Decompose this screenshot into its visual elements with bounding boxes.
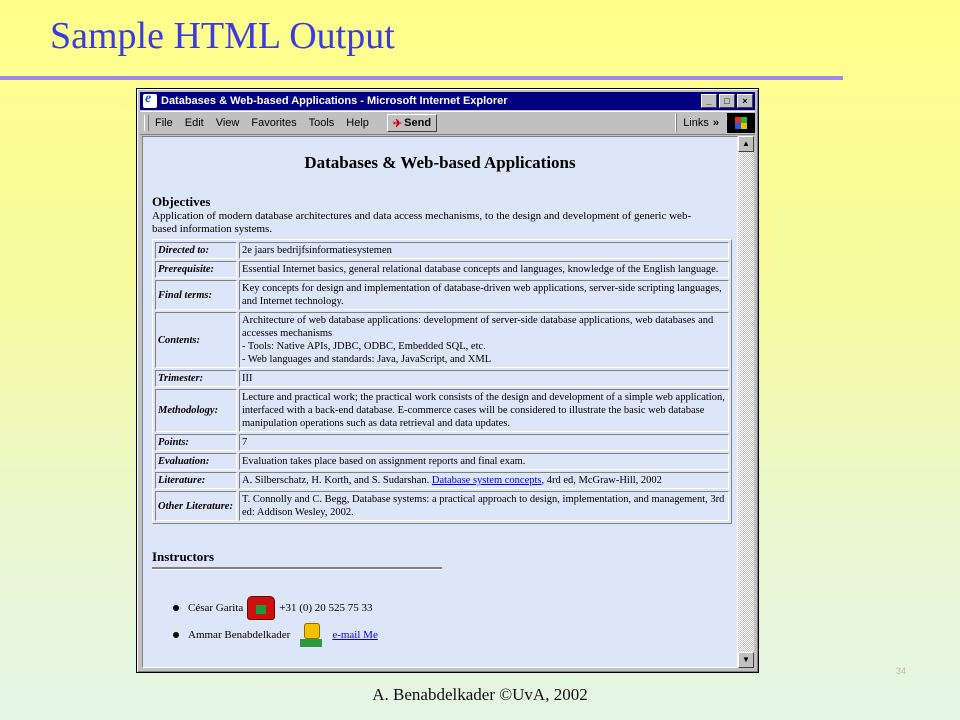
table-row (155, 434, 729, 451)
table-row (155, 491, 729, 521)
telephone-icon (247, 596, 275, 620)
table-row (155, 453, 729, 470)
instructor-item (173, 621, 378, 649)
send-button[interactable] (387, 114, 437, 132)
chevron-right-icon[interactable]: » (712, 117, 719, 129)
close-button[interactable]: × (737, 94, 753, 108)
links-label: Links (683, 117, 709, 129)
row-value (239, 312, 729, 368)
menu-edit[interactable]: Edit (184, 117, 204, 129)
window-title: Databases & Web-based Applications - Microsoft Internet Explorer (161, 95, 508, 107)
row-label: Points: (155, 434, 237, 451)
row-value: Key concepts for design and implementation of database-driven web applications, server-side scripting languages, and Internet technology. (239, 280, 729, 310)
row-value: Essential Internet basics, general relational database concepts and languages, knowledge of the English language. (239, 261, 729, 278)
row-value: 2e jaars bedrijfsinformatiesystemen (239, 242, 729, 259)
maximize-button[interactable]: □ (719, 94, 735, 108)
instructor-name: César Garita (188, 602, 244, 614)
toolbar-grip[interactable] (144, 115, 149, 131)
send-label: Send (404, 117, 432, 129)
scroll-down-arrow-icon[interactable]: ▼ (738, 652, 754, 668)
row-label: Literature: (155, 472, 237, 489)
instructor-item (173, 596, 373, 620)
row-value: III (239, 370, 729, 387)
objectives-text: Application of modern database architectures and data access mechanisms, to the design and development of generic web-based information systems. (152, 210, 692, 235)
minimize-button[interactable]: _ (701, 94, 717, 108)
menu-tools[interactable]: Tools (308, 117, 335, 129)
row-label: Final terms: (155, 280, 237, 310)
email-link[interactable]: e-mail Me (332, 629, 378, 641)
mailbox-icon[interactable] (296, 621, 326, 649)
slide-number: 34 (896, 666, 907, 676)
menu-bar (140, 111, 755, 135)
browser-window (136, 88, 759, 673)
slide-footer: A. Benabdelkader ©UvA, 2002 (372, 685, 588, 704)
contents-text: Architecture of web database applications: development of server-side database applications, web databases and accesses mechanisms (242, 315, 714, 339)
menu-favorites[interactable]: Favorites (251, 117, 297, 129)
instructor-phone: +31 (0) 20 525 75 33 (279, 602, 373, 614)
row-label: Evaluation: (155, 453, 237, 470)
row-label: Other Literature: (155, 491, 237, 521)
table-row (155, 370, 729, 387)
row-label: Methodology: (155, 389, 237, 432)
table-row (155, 389, 729, 432)
objectives-heading: Objectives (152, 194, 211, 209)
menu-help[interactable]: Help (346, 117, 369, 129)
menu-view[interactable]: View (215, 117, 240, 129)
row-label: Trimester: (155, 370, 237, 387)
page-heading: Databases & Web-based Applications (304, 153, 576, 172)
row-label: Prerequisite: (155, 261, 237, 278)
instructor-name: Ammar Benabdelkader (188, 629, 291, 641)
links-toolbar[interactable] (676, 114, 723, 132)
table-row (155, 280, 729, 310)
table-row (155, 312, 729, 368)
literature-link[interactable]: Database system concepts (431, 475, 542, 486)
instructors-divider (152, 567, 442, 570)
scroll-up-arrow-icon[interactable]: ▲ (738, 136, 754, 152)
slide-title: Sample HTML Output (50, 15, 395, 57)
contents-line: - Tools: Native APIs, JDBC, ODBC, Embedded SQL, etc. (242, 341, 486, 352)
title-divider (0, 76, 843, 80)
course-info-table (152, 239, 732, 524)
table-row (155, 472, 729, 489)
contents-line: - Web languages and standards: Java, JavaScript, and XML (242, 354, 492, 365)
table-row (155, 261, 729, 278)
window-titlebar[interactable] (140, 92, 755, 110)
windows-logo-icon (727, 113, 755, 133)
row-value: T. Connolly and C. Begg, Database systems: a practical approach to design, implementation, and management, 3rd ed: Addison Wesley, 2002. (239, 491, 729, 521)
page-viewport (142, 136, 738, 668)
bullet-icon (173, 605, 179, 611)
instructors-heading: Instructors (152, 549, 215, 564)
row-value: 7 (239, 434, 729, 451)
vertical-scrollbar[interactable] (738, 136, 754, 668)
row-value: Evaluation takes place based on assignment reports and final exam. (239, 453, 729, 470)
table-row (155, 242, 729, 259)
row-value (239, 472, 729, 489)
literature-text: A. Silberschatz, H. Korth, and S. Sudarshan. (242, 475, 432, 486)
literature-text-end: , 4rd ed, McGraw-Hill, 2002 (541, 475, 662, 486)
row-label: Contents: (155, 312, 237, 368)
row-label: Directed to: (155, 242, 237, 259)
menu-file[interactable]: File (155, 117, 173, 129)
send-icon: ✈ (392, 117, 403, 130)
bullet-icon (173, 632, 179, 638)
row-value: Lecture and practical work; the practical work consists of the design and development of a simple web application, interfaced with a back-end database. E-commerce cases will be considered to illustrate the basic web database manipulation operations such as data retrieval and data updates. (239, 389, 729, 432)
ie-icon (143, 94, 157, 108)
